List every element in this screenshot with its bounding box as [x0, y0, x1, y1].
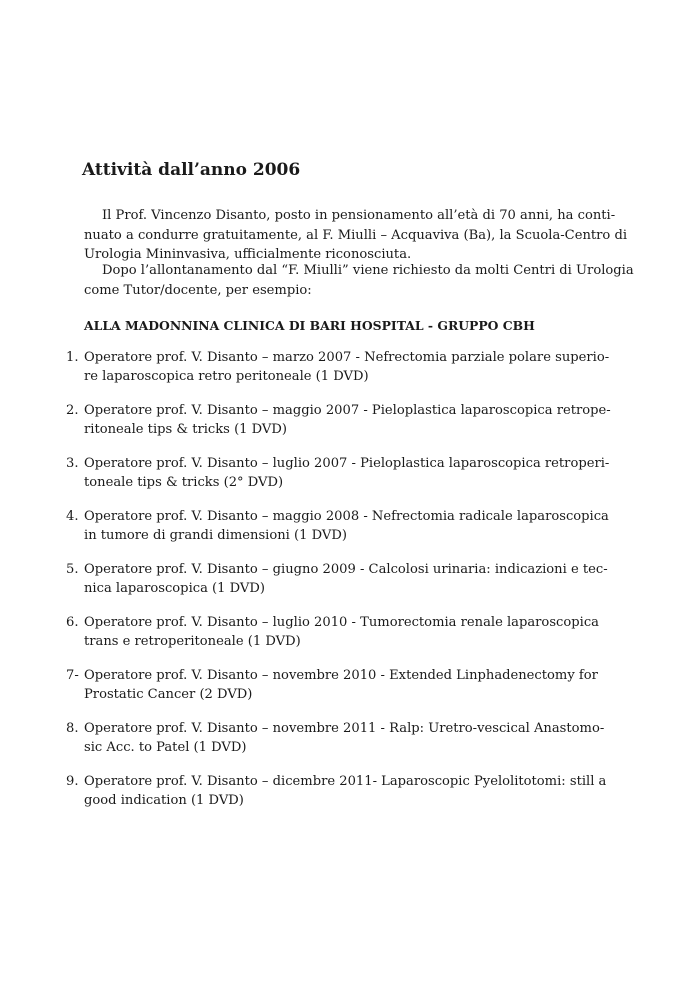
hospital-heading: ALLA MADONNINA CLINICA DI BARI HOSPITAL - GRUPPO CBH — [84, 318, 535, 333]
list-item-line: ritoneale tips & tricks (1 DVD) — [84, 422, 287, 437]
list-item-text — [84, 772, 607, 810]
list-item-text — [84, 719, 605, 757]
list-item-line: toneale tips & tricks (2° DVD) — [84, 475, 284, 490]
list-item-text — [84, 454, 610, 492]
list-item-line: Operatore prof. V. Disanto – dicembre 2011- Laparoscopic Pyelolitotomi: still a — [84, 774, 607, 789]
list-item-line: Operatore prof. V. Disanto – giugno 2009 - Calcolosi urinaria: indicazioni e tec- — [84, 562, 608, 577]
intro-paragraph-line: Urologia Mininvasiva, ufficialmente riconosciuta. — [84, 247, 412, 262]
list-item-number: 7- — [66, 668, 79, 683]
list-item-line: Operatore prof. V. Disanto – novembre 2010 - Extended Linphadenectomy for — [84, 668, 598, 683]
tutor-paragraph-line: come Tutor/docente, per esempio: — [84, 282, 312, 298]
list-item-line: Operatore prof. V. Disanto – luglio 2007 - Pieloplastica laparoscopica retroperi- — [84, 456, 610, 471]
list-item-line: good indication (1 DVD) — [84, 793, 244, 808]
list-item-number: 6. — [66, 615, 79, 630]
list-item-number: 2. — [66, 403, 79, 418]
list-item-text — [84, 560, 608, 598]
list-item-line: nica laparoscopica (1 DVD) — [84, 581, 265, 596]
list-item-number: 3. — [66, 456, 79, 471]
intro-paragraph — [84, 206, 628, 265]
list-item-text — [84, 348, 610, 386]
list-item-text — [84, 613, 599, 651]
list-item-number: 9. — [66, 774, 79, 789]
tutor-paragraph — [84, 261, 634, 300]
list-item-number: 1. — [66, 350, 79, 365]
list-item-line: Operatore prof. V. Disanto – marzo 2007 - Nefrectomia parziale polare superio- — [84, 350, 610, 365]
list-item-number: 5. — [66, 562, 79, 577]
list-item-line: sic Acc. to Patel (1 DVD) — [84, 740, 247, 755]
list-item-number: 4. — [66, 509, 79, 524]
list-item-line: trans e retroperitoneale (1 DVD) — [84, 634, 301, 649]
list-item-line: Operatore prof. V. Disanto – maggio 2007 - Pieloplastica laparoscopica retrope- — [84, 403, 611, 418]
list-item-line: Operatore prof. V. Disanto – luglio 2010 - Tumorectomia renale laparoscopica — [84, 615, 599, 630]
list-item-line: Operatore prof. V. Disanto – maggio 2008 - Nefrectomia radicale laparoscopica — [84, 509, 609, 524]
list-item-number: 8. — [66, 721, 79, 736]
section-title: Attività dall’anno 2006 — [82, 160, 301, 180]
tutor-paragraph-line: Dopo l’allontanamento dal “F. Miulli” viene richiesto da molti Centri di Urologia — [102, 263, 634, 278]
list-item-line: Prostatic Cancer (2 DVD) — [84, 687, 253, 702]
list-item-text — [84, 401, 611, 439]
list-item-line: in tumore di grandi dimensioni (1 DVD) — [84, 528, 347, 543]
list-item-line: re laparoscopica retro peritoneale (1 DVD) — [84, 369, 369, 384]
intro-paragraph-line: Il Prof. Vincenzo Disanto, posto in pensionamento all’età di 70 anni, ha conti- — [102, 208, 616, 223]
list-item-text — [84, 666, 598, 704]
intro-paragraph-line: nuato a condurre gratuitamente, al F. Miulli – Acquaviva (Ba), la Scuola-Centro di — [84, 227, 628, 243]
list-item-text — [84, 507, 609, 545]
list-item-line: Operatore prof. V. Disanto – novembre 2011 - Ralp: Uretro-vescical Anastomo- — [84, 721, 605, 736]
